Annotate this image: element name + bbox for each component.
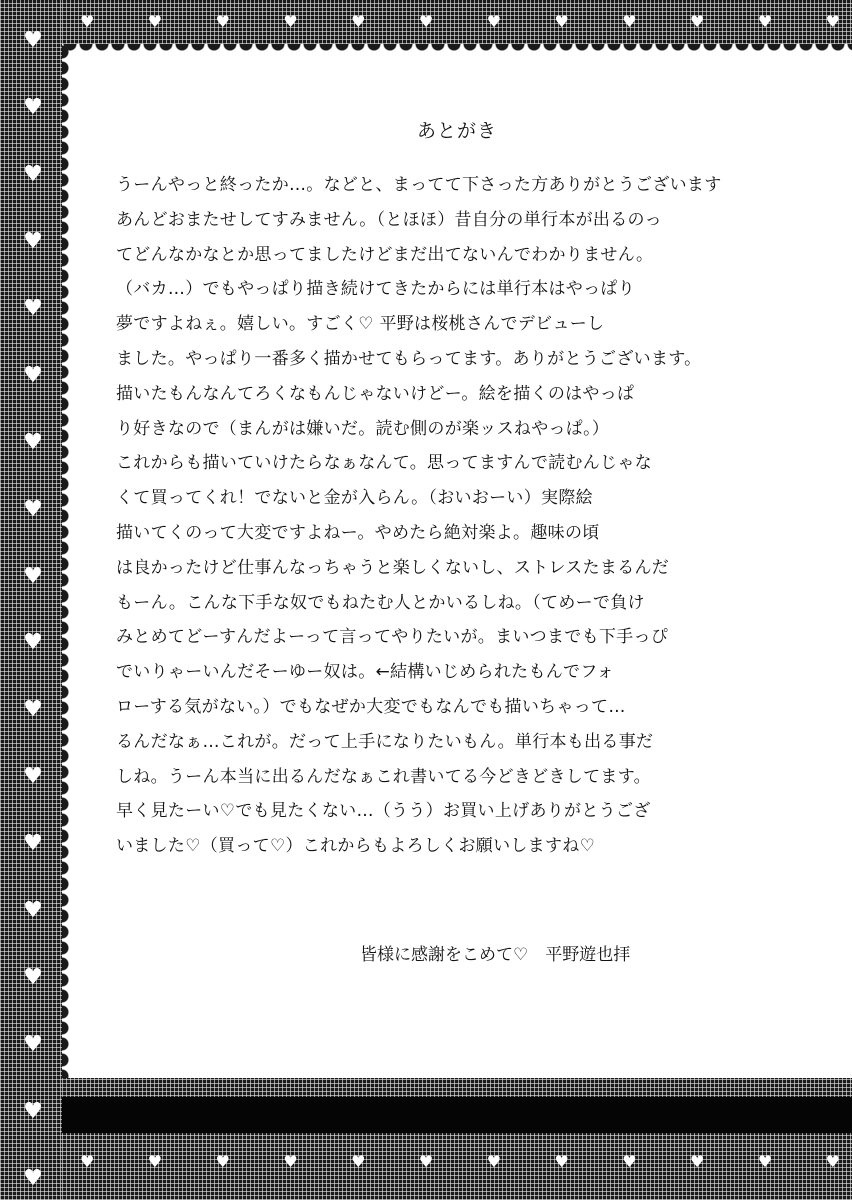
heart-icon: ♥ [690,12,705,31]
heart-icon: ♥ [554,12,569,31]
text-line: みとめてどーすんだよーって言ってやりたいが。まいつまでも下手っぴ [116,627,669,648]
heart-icon: ♥ [23,563,43,589]
heart-icon: ♥ [690,1152,705,1171]
text-line: しね。うーん本当に出るんだなぁこれ書いてる今どきどきしてます。 [116,766,651,787]
heart-icon: ♥ [283,1152,298,1171]
heart-icon: ♥ [757,1152,773,1171]
heart-icon: ♥ [825,1152,840,1171]
text-line: 描いてくのって大変ですよねー。やめたら絶対楽よ。趣味の頃 [116,522,600,543]
text-line: 早く見たーい♡でも見たくない…（うう）お買い上げありがとうござ [116,801,651,822]
text-line: り好きなので（まんがは嫌いだ。読む側のが楽ッスねやっぱ。） [116,418,610,439]
heart-row-top [80,8,840,36]
heart-icon: ♥ [80,1152,95,1171]
lace-scallop-left [62,44,72,1078]
heart-icon: ♥ [215,1152,230,1171]
heart-column [18,30,48,1190]
text-line: てどんなかなとか思ってましたけどまだ出てないんでわかりません。 [116,244,654,265]
heart-icon: ♥ [23,1032,43,1058]
heart-icon: ♥ [215,12,230,31]
afterword-body [116,168,776,864]
heart-icon: ♥ [23,831,43,857]
heart-icon: ♥ [283,12,298,31]
heart-icon: ♥ [554,1152,569,1171]
heart-icon: ♥ [757,12,773,31]
heart-icon: ♥ [825,12,840,31]
text-line: もーん。こんな下手な奴でもねたむ人とかいるしね。（てめーで負け [116,592,645,613]
heart-icon: ♥ [23,295,43,321]
heart-icon: ♥ [23,28,43,53]
heart-icon: ♥ [486,1152,502,1171]
text-line: くて買ってくれ！でないと金が入らん。（おいおーい）実際絵 [116,488,593,509]
heart-icon: ♥ [23,94,43,120]
heart-icon: ♥ [418,12,434,31]
heart-icon: ♥ [23,429,43,455]
heart-icon: ♥ [147,12,163,31]
heart-icon: ♥ [23,496,43,522]
black-band [62,1097,852,1133]
heart-icon: ♥ [486,12,502,31]
heart-icon: ♥ [23,630,43,656]
heart-icon: ♥ [23,362,43,388]
heart-icon: ♥ [351,1152,366,1171]
text-line: いました♡（買って♡）これからもよろしくお願いしますね♡ [116,836,596,857]
text-line: 描いたもんなんてろくなもんじゃないけどー。絵を描くのはやっぱ [116,383,635,404]
heart-icon: ♥ [23,697,43,723]
page-title: あとがき [416,120,497,142]
text-line: は良かったけど仕事んなっちゃうと楽しくないし、ストレスたまるんだ [116,557,670,578]
heart-icon: ♥ [622,12,637,31]
heart-icon: ♥ [23,1165,43,1191]
heart-icon: ♥ [80,12,95,31]
heart-icon: ♥ [23,764,43,790]
heart-icon: ♥ [23,898,43,924]
text-line: ローする気がない。）でもなぜか大変でもなんでも描いちゃって… [116,696,626,717]
text-line: うーんやっと終ったか…。などと、まってて下さった方ありがとうございます [116,175,722,195]
text-line: るんだなぁ…これが。だって上手になりたいもん。単行本も出る事だ [116,731,654,752]
text-line: あんどおまたせしてすみません。（とほほ）昔自分の単行本が出るのっ [116,209,662,230]
heart-icon: ♥ [23,161,43,187]
heart-row-bottom [80,1148,840,1176]
heart-icon: ♥ [23,965,43,991]
text-line: ました。やっぱり一番多く描かせてもらってます。ありがとうございます。 [116,348,702,369]
text-line: （バカ…）でもやっぱり描き続けてきたからには単行本はやっぱり [116,279,635,300]
text-line: 夢ですよねぇ。嬉しい。すごく♡ 平野は桜桃さんでデビューし [116,314,605,335]
signature: 皆様に感謝をこめて♡ 平野遊也拝 [360,945,631,965]
text-line: でいりゃーいんだそーゆー奴は。←結構いじめられたもんでフォ [116,662,615,683]
heart-icon: ♥ [351,12,366,31]
heart-icon: ♥ [418,1152,434,1171]
heart-icon: ♥ [622,1152,637,1171]
lace-scallop-top [62,44,852,58]
text-line: これからも描いていけたらなぁなんて。思ってますんで読むんじゃな [116,453,652,474]
heart-icon: ♥ [23,1099,43,1124]
heart-icon: ♥ [23,228,43,254]
heart-icon: ♥ [147,1152,163,1171]
